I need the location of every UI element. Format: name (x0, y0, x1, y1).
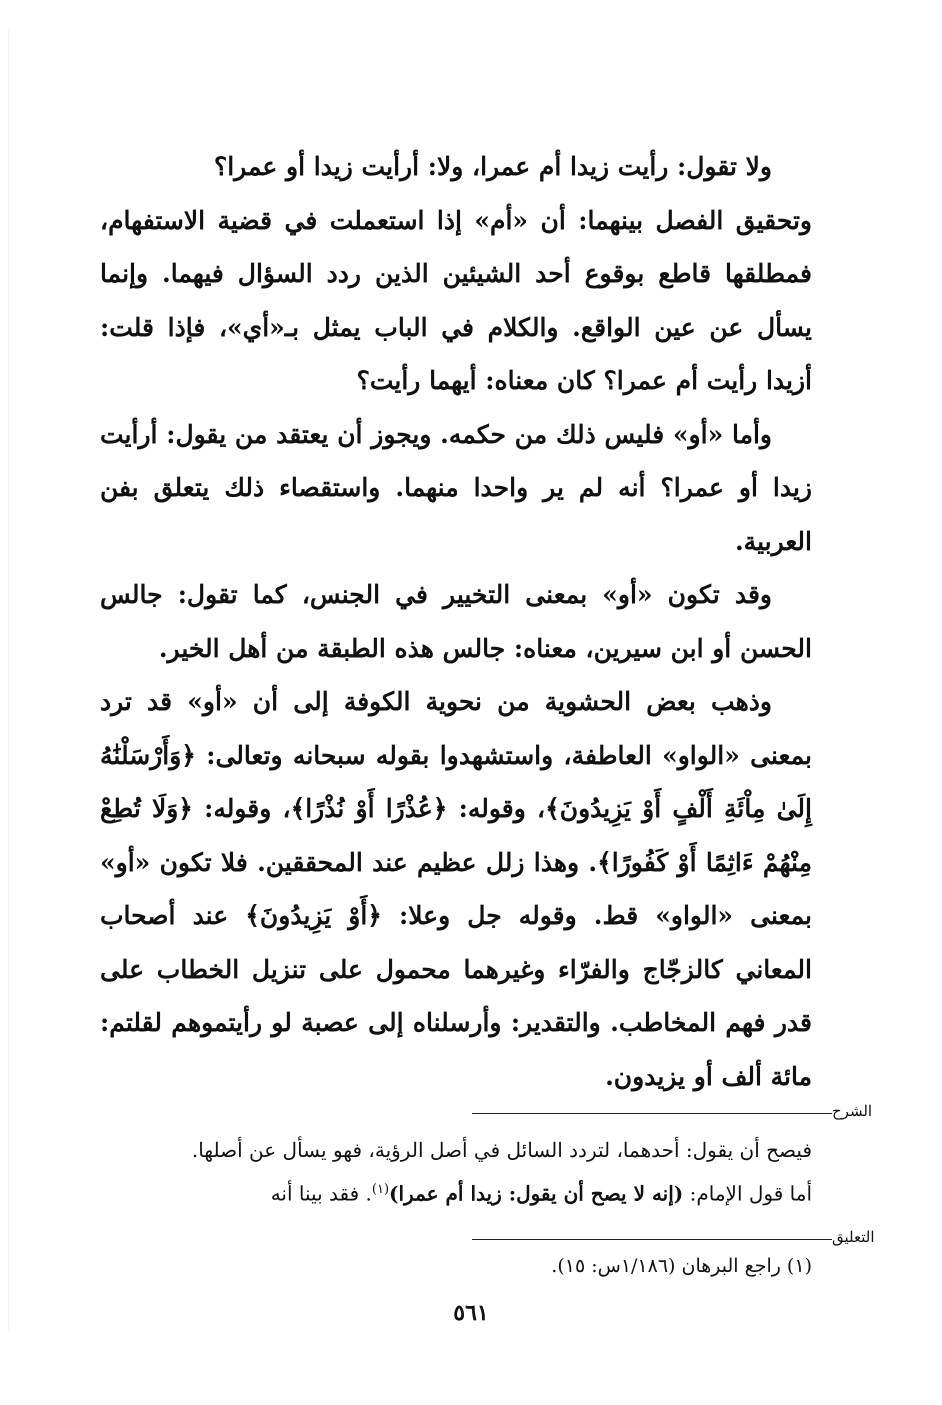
commentary-label: الشرح (832, 1102, 873, 1120)
footnote-1: (١) راجع البرهان (١/١٨٦س: ١٥). (551, 1255, 812, 1277)
footnotes-separator (472, 1239, 832, 1240)
commentary-line-2-start: أما قول الإمام: (683, 1181, 812, 1206)
page-edge-shadow (8, 30, 9, 1330)
paragraph-4: وقد تكون «أو» بمعنى التخيير في الجنس، كما تقول: جالس الحسن أو ابن سيرين، معناه: جالس هذه الطبقة من أهل الخير. (100, 580, 812, 663)
commentary-line-2-end: . فقد بينا أنه (270, 1181, 372, 1206)
paragraph-3: وأما «أو» فليس ذلك من حكمه. ويجوز أن يعتقد من يقول: أرأيت زيدا أو عمرا؟ أنه لم ير واحدا منهما. واستقصاء ذلك يتعلق بفن العربية. (100, 419, 812, 556)
paragraph-2: وتحقيق الفصل بينهما: أن «أم» إذا استعملت في قضية الاستفهام، فمطلقها قاطع بوقوع أحد الشيئين الذين ردد السؤال فيهما. وإنما يسأل عن عين الواقع. والكلام في الباب يمثل بـ«أي»، فإذا قلت: أزيدا رأيت أم عمرا؟ كان معناه: أيهما رأيت؟ (100, 205, 812, 395)
footnote-ref: (١) (371, 1182, 390, 1197)
commentary-line-2 (100, 1170, 812, 1214)
page-number: ٥٦١ (453, 1300, 489, 1326)
imam-quote: (إنه لا يصح أن يقول: زيدا أم عمرا) (389, 1181, 684, 1206)
main-text (100, 140, 812, 1103)
footnotes-label: التعليق (832, 1228, 875, 1246)
commentary-separator (472, 1113, 832, 1114)
commentary-line-1: فيصح أن يقول: أحدهما، لتردد السائل في أصل الرؤية، فهو يسأل عن أصلها. (191, 1138, 812, 1162)
footnotes-section (100, 1248, 812, 1284)
commentary-section (100, 1130, 812, 1214)
paragraph-5: وذهب بعض الحشوية من نحوية الكوفة إلى أن «أو» قد ترد بمعنى «الواو» العاطفة، واستشهدوا بقوله سبحانه وتعالى: ﴿وَأَرْسَلْنَٰهُ إِلَىٰ مِاْئَةِ أَلْفٍ أَوْ يَزِيدُونَ﴾، وقوله: ﴿عُذْرًا أَوْ نُذْرًا﴾، وقوله: ﴿وَلَا تُطِعْ مِنْهُمْ ءَاثِمًا أَوْ كَفُورًا﴾. وهذا زلل عظيم عند المحققين. فلا تكون «أو» بمعنى «الواو» قط. وقوله جل وعلا: ﴿أَوْ يَزِيدُونَ﴾ عند أصحاب المعاني كالزجّاج والفرّاء وغيرهما محمول على تنزيل الخطاب على قدر فهم المخاطب. والتقدير: وأرسلناه إلى عصبة لو رأيتموهم لقلتم: مائة ألف أو يزيدون. (100, 687, 812, 1091)
paragraph-1: ولا تقول: رأيت زيدا أم عمرا، ولا: أرأيت زيدا أو عمرا؟ (213, 152, 772, 181)
